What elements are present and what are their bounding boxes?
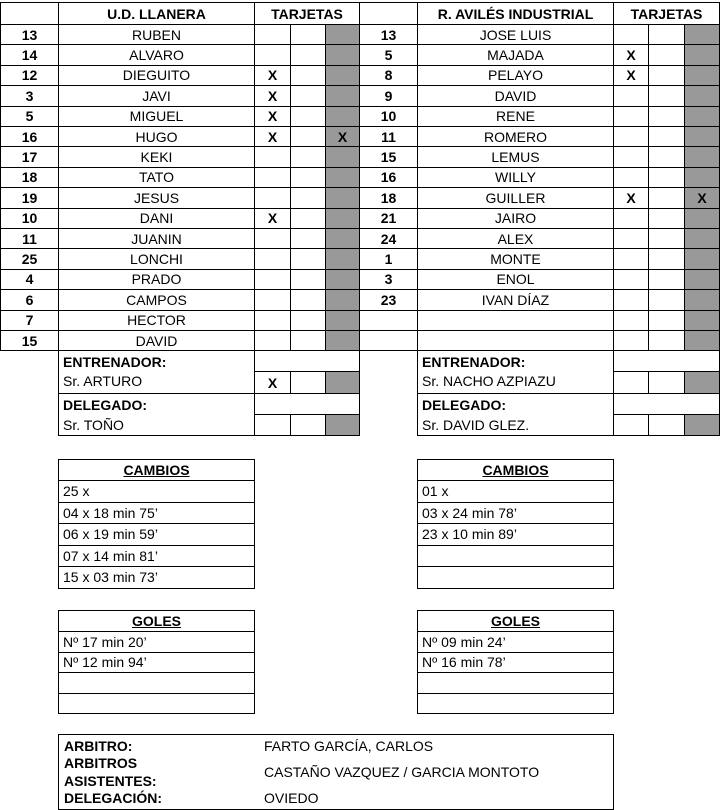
assistants-label-1: ARBITROS [64, 755, 138, 771]
right-player-name: JOSE LUIS [417, 24, 614, 45]
right-yellow-card-cell [613, 228, 649, 249]
left-player-number: 7 [0, 310, 59, 331]
right-sub-row: 23 x 10 min 89’ [417, 523, 614, 546]
right-sub-row [417, 566, 614, 589]
left-player-name: DAVID [58, 330, 255, 351]
left-second-card-cell [290, 187, 326, 208]
right-yellow-card-cell [613, 248, 649, 269]
left-player-number: 5 [0, 106, 59, 127]
right-second-card-cell [648, 208, 685, 229]
right-coach-name: Sr. NACHO AZPIAZU [422, 373, 556, 390]
left-coach-cards-top [254, 350, 360, 372]
left-second-card-cell [290, 167, 326, 188]
right-goal-row [417, 693, 614, 715]
left-player-number: 17 [0, 146, 59, 167]
right-yellow-card-cell [613, 310, 649, 331]
right-second-card-cell [648, 106, 685, 127]
right-player-number: 16 [359, 167, 418, 188]
right-red-card-cell [684, 310, 720, 331]
right-player-name: GUILLER [417, 187, 614, 208]
left-header-blank [0, 2, 59, 25]
left-player-number: 25 [0, 248, 59, 269]
left-player-number: 10 [0, 208, 59, 229]
left-player-name: ALVARO [58, 44, 255, 65]
right-goal-row: Nº 09 min 24’ [417, 631, 614, 653]
left-player-name: RUBEN [58, 24, 255, 45]
left-yellow-card-cell: X [254, 65, 291, 86]
right-yellow-card-cell [613, 126, 649, 147]
right-red-card-cell [684, 85, 720, 106]
delegation-label: DELEGACIÓN: [64, 790, 162, 806]
left-red-card-cell [325, 330, 360, 351]
right-cards-header: TARJETAS [613, 2, 720, 25]
right-delegate-card-2 [648, 414, 685, 437]
right-player-number: 9 [359, 85, 418, 106]
right-player-name: LEMUS [417, 146, 614, 167]
left-player-name: HUGO [58, 126, 255, 147]
left-cards-header: TARJETAS [254, 2, 360, 25]
left-subs-title: CAMBIOS [58, 459, 255, 481]
right-yellow-card-cell [613, 167, 649, 188]
right-red-card-cell [684, 228, 720, 249]
right-player-name: JAIRO [417, 208, 614, 229]
left-player-name: HECTOR [58, 310, 255, 331]
left-sub-row: 25 x [58, 480, 255, 503]
right-sub-row: 03 x 24 min 78’ [417, 502, 614, 525]
right-player-number: 11 [359, 126, 418, 147]
right-player-number [359, 330, 418, 351]
left-coach-card-2 [290, 371, 326, 394]
left-yellow-card-cell: X [254, 85, 291, 106]
left-coach-label: ENTRENADOR: [63, 354, 167, 371]
left-player-name: JESUS [58, 187, 255, 208]
left-player-number: 19 [0, 187, 59, 208]
right-red-card-cell [684, 106, 720, 127]
right-coach-cards-top [613, 350, 720, 372]
right-player-name: WILLY [417, 167, 614, 188]
right-goals-title: GOLES [417, 610, 614, 632]
right-second-card-cell [648, 146, 685, 167]
right-player-number: 24 [359, 228, 418, 249]
left-sub-row: 07 x 14 min 81’ [58, 545, 255, 568]
left-yellow-card-cell [254, 146, 291, 167]
right-player-number: 23 [359, 289, 418, 310]
left-goal-row: Nº 12 min 94’ [58, 652, 255, 674]
left-player-name: JUANIN [58, 228, 255, 249]
left-sub-row: 15 x 03 min 73’ [58, 566, 255, 589]
right-subs-title: CAMBIOS [417, 459, 614, 481]
left-second-card-cell [290, 310, 326, 331]
left-second-card-cell [290, 106, 326, 127]
left-red-card-cell [325, 44, 360, 65]
left-red-card-cell: X [325, 126, 360, 147]
left-yellow-card-cell: X [254, 208, 291, 229]
right-second-card-cell [648, 126, 685, 147]
left-goal-row [58, 693, 255, 715]
right-player-number: 1 [359, 248, 418, 269]
right-red-card-cell [684, 44, 720, 65]
right-red-card-cell [684, 269, 720, 290]
left-yellow-card-cell [254, 24, 291, 45]
left-player-number: 4 [0, 269, 59, 290]
right-yellow-card-cell: X [613, 44, 649, 65]
left-red-card-cell [325, 228, 360, 249]
right-player-name: ALEX [417, 228, 614, 249]
right-player-name: PELAYO [417, 65, 614, 86]
left-player-name: CAMPOS [58, 289, 255, 310]
left-red-card-cell [325, 65, 360, 86]
right-second-card-cell [648, 228, 685, 249]
right-player-number: 21 [359, 208, 418, 229]
right-player-number: 15 [359, 146, 418, 167]
left-second-card-cell [290, 269, 326, 290]
left-second-card-cell [290, 65, 326, 86]
right-player-name [417, 310, 614, 331]
right-second-card-cell [648, 269, 685, 290]
right-red-card-cell [684, 146, 720, 167]
right-yellow-card-cell [613, 208, 649, 229]
right-sub-row [417, 545, 614, 568]
left-player-name: TATO [58, 167, 255, 188]
assistants-names: CASTAÑO VAZQUEZ / GARCIA MONTOTO [264, 764, 540, 780]
right-player-name: RENE [417, 106, 614, 127]
referee-label: ARBITRO: [64, 738, 133, 754]
left-red-card-cell [325, 310, 360, 331]
left-goal-row [58, 672, 255, 694]
left-second-card-cell [290, 208, 326, 229]
right-coach-card-1 [613, 371, 649, 394]
left-red-card-cell [325, 248, 360, 269]
left-player-number: 18 [0, 167, 59, 188]
left-player-number: 11 [0, 228, 59, 249]
left-player-name: DIEGUITO [58, 65, 255, 86]
left-delegate-card-2 [290, 414, 326, 437]
right-player-name: ROMERO [417, 126, 614, 147]
right-second-card-cell [648, 187, 685, 208]
left-second-card-cell [290, 289, 326, 310]
left-coach-card-3 [325, 371, 360, 394]
left-goals-title: GOLES [58, 610, 255, 632]
right-player-name: ENOL [417, 269, 614, 290]
right-yellow-card-cell [613, 24, 649, 45]
left-delegate-name: Sr. TOÑO [63, 416, 124, 433]
left-red-card-cell [325, 24, 360, 45]
delegation-name: OVIEDO [264, 790, 319, 806]
right-player-number [359, 310, 418, 331]
right-yellow-card-cell: X [613, 187, 649, 208]
left-player-name: DANI [58, 208, 255, 229]
right-yellow-card-cell [613, 106, 649, 127]
left-player-name: LONCHI [58, 248, 255, 269]
right-player-number: 8 [359, 65, 418, 86]
right-player-name [417, 330, 614, 351]
right-yellow-card-cell [613, 146, 649, 167]
right-second-card-cell [648, 167, 685, 188]
left-second-card-cell [290, 228, 326, 249]
left-yellow-card-cell [254, 310, 291, 331]
right-second-card-cell [648, 289, 685, 310]
right-player-number: 18 [359, 187, 418, 208]
left-goal-row: Nº 17 min 20’ [58, 631, 255, 653]
right-delegate-label: DELEGADO: [422, 396, 506, 413]
right-yellow-card-cell: X [613, 65, 649, 86]
right-player-name: IVAN DÍAZ [417, 289, 614, 310]
left-yellow-card-cell [254, 167, 291, 188]
right-goal-row [417, 672, 614, 694]
right-red-card-cell [684, 330, 720, 351]
right-second-card-cell [648, 330, 685, 351]
right-red-card-cell [684, 289, 720, 310]
right-delegate-cards-top [613, 393, 720, 415]
right-red-card-cell [684, 167, 720, 188]
left-second-card-cell [290, 146, 326, 167]
right-second-card-cell [648, 65, 685, 86]
left-red-card-cell [325, 289, 360, 310]
left-delegate-cards-top [254, 393, 360, 415]
right-sub-row: 01 x [417, 480, 614, 503]
right-yellow-card-cell [613, 269, 649, 290]
left-second-card-cell [290, 44, 326, 65]
right-yellow-card-cell [613, 85, 649, 106]
right-coach-label: ENTRENADOR: [422, 354, 526, 371]
right-second-card-cell [648, 44, 685, 65]
left-player-name: PRADO [58, 269, 255, 290]
right-red-card-cell [684, 24, 720, 45]
right-red-card-cell [684, 126, 720, 147]
right-team-name: R. AVILÉS INDUSTRIAL [417, 2, 614, 25]
referee-name: FARTO GARCÍA, CARLOS [264, 738, 434, 754]
right-second-card-cell [648, 24, 685, 45]
left-yellow-card-cell [254, 269, 291, 290]
left-sub-row: 04 x 18 min 75’ [58, 502, 255, 525]
left-yellow-card-cell [254, 330, 291, 351]
left-red-card-cell [325, 269, 360, 290]
right-second-card-cell [648, 310, 685, 331]
left-red-card-cell [325, 146, 360, 167]
right-player-number: 3 [359, 269, 418, 290]
right-red-card-cell [684, 248, 720, 269]
left-coach-card-1: X [254, 371, 291, 394]
left-red-card-cell [325, 187, 360, 208]
left-player-number: 13 [0, 24, 59, 45]
left-team-name: U.D. LLANERA [58, 2, 255, 25]
left-yellow-card-cell [254, 289, 291, 310]
left-delegate-card-1 [254, 414, 291, 437]
right-player-name: MAJADA [417, 44, 614, 65]
left-player-number: 3 [0, 85, 59, 106]
left-red-card-cell [325, 167, 360, 188]
right-red-card-cell [684, 208, 720, 229]
left-player-name: MIGUEL [58, 106, 255, 127]
right-yellow-card-cell [613, 330, 649, 351]
left-second-card-cell [290, 85, 326, 106]
left-second-card-cell [290, 126, 326, 147]
right-red-card-cell [684, 65, 720, 86]
left-yellow-card-cell [254, 187, 291, 208]
left-player-number: 6 [0, 289, 59, 310]
right-red-card-cell: X [684, 187, 720, 208]
left-player-number: 14 [0, 44, 59, 65]
left-red-card-cell [325, 106, 360, 127]
right-player-name: MONTE [417, 248, 614, 269]
left-player-name: JAVI [58, 85, 255, 106]
right-second-card-cell [648, 85, 685, 106]
right-player-number: 13 [359, 24, 418, 45]
left-yellow-card-cell: X [254, 126, 291, 147]
right-delegate-card-1 [613, 414, 649, 437]
left-player-name: KEKI [58, 146, 255, 167]
right-delegate-card-3 [684, 414, 720, 437]
right-delegate-name: Sr. DAVID GLEZ. [422, 416, 530, 433]
left-yellow-card-cell [254, 248, 291, 269]
left-second-card-cell [290, 330, 326, 351]
left-player-number: 12 [0, 65, 59, 86]
left-yellow-card-cell [254, 228, 291, 249]
right-header-blank [359, 2, 418, 25]
left-delegate-card-3 [325, 414, 360, 437]
left-red-card-cell [325, 208, 360, 229]
left-red-card-cell [325, 85, 360, 106]
left-delegate-label: DELEGADO: [63, 396, 147, 413]
right-coach-card-2 [648, 371, 685, 394]
right-second-card-cell [648, 248, 685, 269]
left-coach-name: Sr. ARTURO [63, 373, 143, 390]
right-player-number: 10 [359, 106, 418, 127]
right-coach-card-3 [684, 371, 720, 394]
left-player-number: 15 [0, 330, 59, 351]
left-yellow-card-cell [254, 44, 291, 65]
left-player-number: 16 [0, 126, 59, 147]
assistants-label-2: ASISTENTES: [64, 773, 157, 789]
right-player-number: 5 [359, 44, 418, 65]
left-yellow-card-cell: X [254, 106, 291, 127]
right-yellow-card-cell [613, 289, 649, 310]
left-second-card-cell [290, 24, 326, 45]
right-player-name: DAVID [417, 85, 614, 106]
right-goal-row: Nº 16 min 78’ [417, 652, 614, 674]
left-second-card-cell [290, 248, 326, 269]
left-sub-row: 06 x 19 min 59’ [58, 523, 255, 546]
